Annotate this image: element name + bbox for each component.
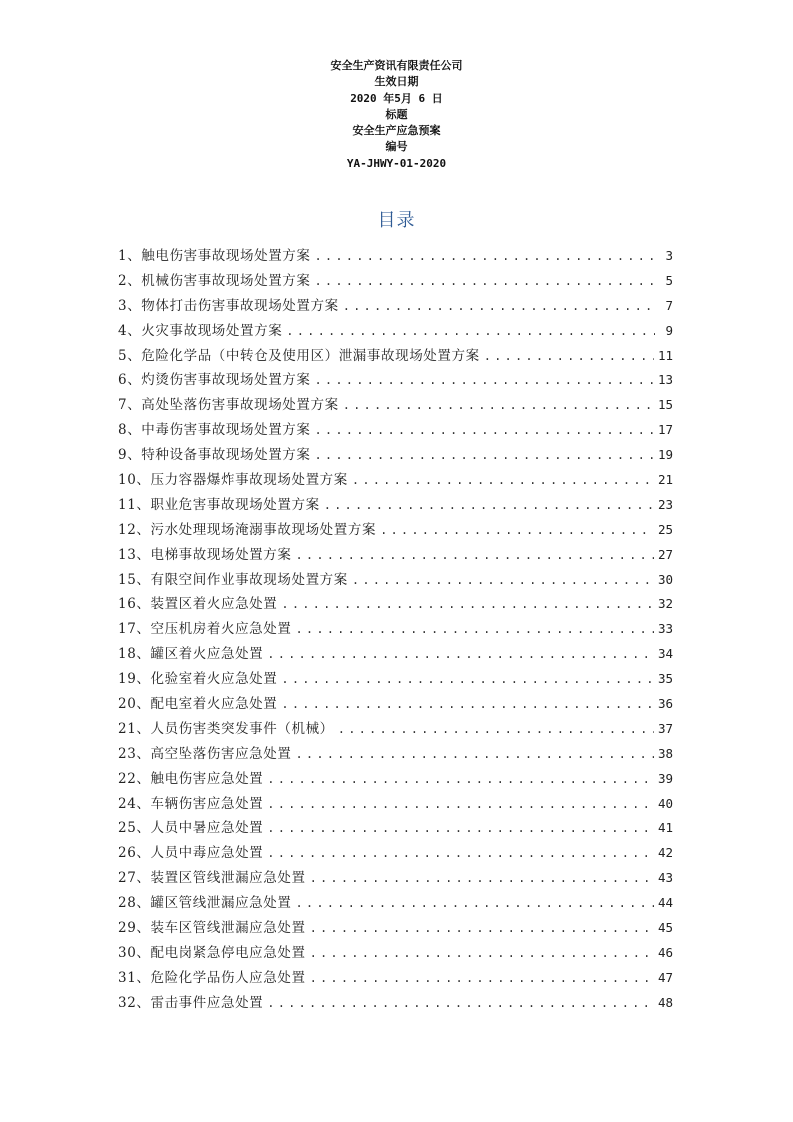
toc-entry-page: 32 xyxy=(657,596,673,612)
toc-entry[interactable] xyxy=(118,269,673,294)
toc-entry[interactable] xyxy=(118,418,673,443)
dot-leader xyxy=(281,592,654,617)
dot-leader xyxy=(310,916,654,941)
toc-entry-label: 13、电梯事故现场处置方案 xyxy=(118,546,292,563)
dot-leader xyxy=(352,468,654,493)
company-name: 安全生产资讯有限责任公司 xyxy=(330,59,463,72)
toc-entry[interactable] xyxy=(118,468,673,493)
toc-entry-label: 25、人员中暑应急处置 xyxy=(118,820,264,837)
effective-date: 2020 年5月 6 日 xyxy=(350,91,443,105)
dot-leader xyxy=(281,667,654,692)
toc-entry[interactable] xyxy=(118,368,673,393)
toc-entry-page: 21 xyxy=(657,472,673,488)
dot-leader xyxy=(315,443,654,468)
toc-entry-page: 47 xyxy=(657,969,673,985)
toc-entry[interactable] xyxy=(118,443,673,468)
toc-entry-label: 7、高处坠落伤害事故现场处置方案 xyxy=(118,397,339,414)
toc-entry-page: 44 xyxy=(657,895,673,911)
toc-entry-label: 4、火灾事故现场处置方案 xyxy=(118,322,283,339)
toc-entry[interactable] xyxy=(118,941,673,966)
title-label: 标题 xyxy=(385,107,408,121)
toc-entry[interactable] xyxy=(118,966,673,991)
toc-entry-label: 6、灼烫伤害事故现场处置方案 xyxy=(118,372,311,389)
toc-entry[interactable] xyxy=(118,344,673,369)
toc-entry-page: 11 xyxy=(657,347,673,363)
toc-entry[interactable] xyxy=(118,792,673,817)
dot-leader xyxy=(324,493,654,518)
toc-entry-page: 45 xyxy=(657,920,673,936)
toc-entry[interactable] xyxy=(118,592,673,617)
toc-entry-page: 36 xyxy=(657,696,673,712)
toc-entry-label: 27、装置区管线泄漏应急处置 xyxy=(118,870,306,887)
dot-leader xyxy=(267,792,654,817)
toc-entry-page: 34 xyxy=(657,646,673,662)
toc-entry-label: 22、触电伤害应急处置 xyxy=(118,770,264,787)
toc-entry-label: 9、特种设备事故现场处置方案 xyxy=(118,447,311,464)
effective-date-label: 生效日期 xyxy=(374,75,419,89)
toc-entry-label: 1、触电伤害事故现场处置方案 xyxy=(118,248,311,264)
dot-leader xyxy=(267,841,654,866)
toc-entry-label: 8、中毒伤害事故现场处置方案 xyxy=(118,422,311,439)
dot-leader xyxy=(295,891,653,916)
dot-leader xyxy=(267,642,654,667)
toc-entry[interactable] xyxy=(118,866,673,891)
toc-entry-label: 20、配电室着火应急处置 xyxy=(118,696,278,713)
dot-leader xyxy=(267,767,654,792)
toc-entry[interactable] xyxy=(118,568,673,593)
toc-entry[interactable] xyxy=(118,742,673,767)
toc-entry-label: 24、车辆伤害应急处置 xyxy=(118,795,264,812)
dot-leader xyxy=(295,617,653,642)
toc-entry-label: 16、装置区着火应急处置 xyxy=(118,596,278,613)
dot-leader xyxy=(338,717,654,742)
dot-leader xyxy=(295,742,653,767)
toc-entry-label: 19、化验室着火应急处置 xyxy=(118,671,278,688)
toc-entry-page: 39 xyxy=(657,770,673,786)
toc-entry[interactable] xyxy=(118,692,673,717)
toc-entry-page: 9 xyxy=(665,322,673,338)
toc-entry-page: 38 xyxy=(657,745,673,761)
toc-entry-page: 42 xyxy=(657,845,673,861)
toc-entry-label: 26、人员中毒应急处置 xyxy=(118,845,264,862)
document-header xyxy=(0,58,793,172)
toc-entry-label: 31、危险化学品伤人应急处置 xyxy=(118,969,306,986)
toc-entry-label: 28、罐区管线泄漏应急处置 xyxy=(118,895,292,912)
toc-entry-label: 11、职业危害事故现场处置方案 xyxy=(118,496,320,513)
toc-entry[interactable] xyxy=(118,294,673,319)
toc-entry[interactable] xyxy=(118,816,673,841)
toc-entry[interactable] xyxy=(118,991,673,1016)
toc-entry-page: 3 xyxy=(665,248,673,263)
dot-leader xyxy=(352,568,654,593)
toc-entry-label: 5、危险化学品（中转仓及使用区）泄漏事故现场处置方案 xyxy=(118,347,480,364)
toc-entry[interactable] xyxy=(118,717,673,742)
toc-entry[interactable] xyxy=(118,642,673,667)
toc-entry-page: 41 xyxy=(657,820,673,836)
toc-entry-label: 18、罐区着火应急处置 xyxy=(118,646,264,663)
toc-entry-label: 21、人员伤害类突发事件（机械） xyxy=(118,720,334,737)
table-of-contents xyxy=(118,244,673,1016)
toc-entry-label: 17、空压机房着火应急处置 xyxy=(118,621,292,638)
toc-entry[interactable] xyxy=(118,617,673,642)
toc-entry-page: 15 xyxy=(657,397,673,413)
toc-entry-label: 10、压力容器爆炸事故现场处置方案 xyxy=(118,472,348,489)
toc-entry-page: 40 xyxy=(657,795,673,811)
dot-leader xyxy=(281,692,654,717)
dot-leader xyxy=(310,941,654,966)
document-title: 安全生产应急预案 xyxy=(352,124,441,138)
toc-entry-label: 15、有限空间作业事故现场处置方案 xyxy=(118,571,348,588)
dot-leader xyxy=(310,966,654,991)
toc-entry-page: 13 xyxy=(657,372,673,388)
toc-entry-page: 5 xyxy=(665,272,673,288)
toc-entry[interactable] xyxy=(118,319,673,344)
toc-entry-page: 43 xyxy=(657,870,673,886)
dot-leader xyxy=(315,269,656,294)
toc-entry-page: 33 xyxy=(657,621,673,637)
dot-leader xyxy=(343,393,654,418)
toc-entry[interactable] xyxy=(118,543,673,568)
number-label: 编号 xyxy=(385,140,408,154)
toc-entry[interactable] xyxy=(118,393,673,418)
toc-entry-label: 32、雷击事件应急处置 xyxy=(118,994,264,1011)
document-number: YA-JHWY-01-2020 xyxy=(346,156,447,170)
toc-entry-page: 27 xyxy=(657,546,673,562)
toc-entry-label: 23、高空坠落伤害应急处置 xyxy=(118,745,292,762)
toc-entry[interactable] xyxy=(118,841,673,866)
toc-entry-page: 7 xyxy=(665,297,673,313)
dot-leader xyxy=(310,866,654,891)
toc-entry[interactable] xyxy=(118,667,673,692)
dot-leader xyxy=(484,344,654,369)
toc-entry-label: 29、装车区管线泄漏应急处置 xyxy=(118,920,306,937)
toc-entry[interactable] xyxy=(118,518,673,543)
toc-entry-label: 2、机械伤害事故现场处置方案 xyxy=(118,272,311,289)
toc-entry-page: 23 xyxy=(657,496,673,512)
dot-leader xyxy=(315,244,656,269)
toc-entry-page: 37 xyxy=(657,720,673,736)
dot-leader xyxy=(295,543,653,568)
toc-entry-label: 12、污水处理现场淹溺事故现场处置方案 xyxy=(118,521,377,538)
toc-entry[interactable] xyxy=(118,891,673,916)
toc-entry-label: 30、配电岗紧急停电应急处置 xyxy=(118,944,306,961)
toc-entry[interactable] xyxy=(118,916,673,941)
toc-entry-page: 35 xyxy=(657,671,673,687)
dot-leader xyxy=(315,368,654,393)
toc-entry[interactable] xyxy=(118,493,673,518)
toc-entry-page: 25 xyxy=(657,521,673,537)
dot-leader xyxy=(267,816,654,841)
toc-entry-page: 17 xyxy=(657,422,673,438)
dot-leader xyxy=(343,294,655,319)
dot-leader xyxy=(380,518,654,543)
toc-title: 目录 xyxy=(377,210,416,231)
toc-entry[interactable] xyxy=(118,244,673,269)
toc-entry-label: 3、物体打击伤害事故现场处置方案 xyxy=(118,297,339,314)
toc-entry-page: 46 xyxy=(657,944,673,960)
dot-leader xyxy=(286,319,655,344)
toc-entry-page: 48 xyxy=(657,994,673,1010)
toc-entry-page: 30 xyxy=(657,571,673,587)
toc-entry[interactable] xyxy=(118,767,673,792)
dot-leader xyxy=(267,991,654,1016)
toc-entry-page: 19 xyxy=(657,447,673,463)
dot-leader xyxy=(315,418,654,443)
